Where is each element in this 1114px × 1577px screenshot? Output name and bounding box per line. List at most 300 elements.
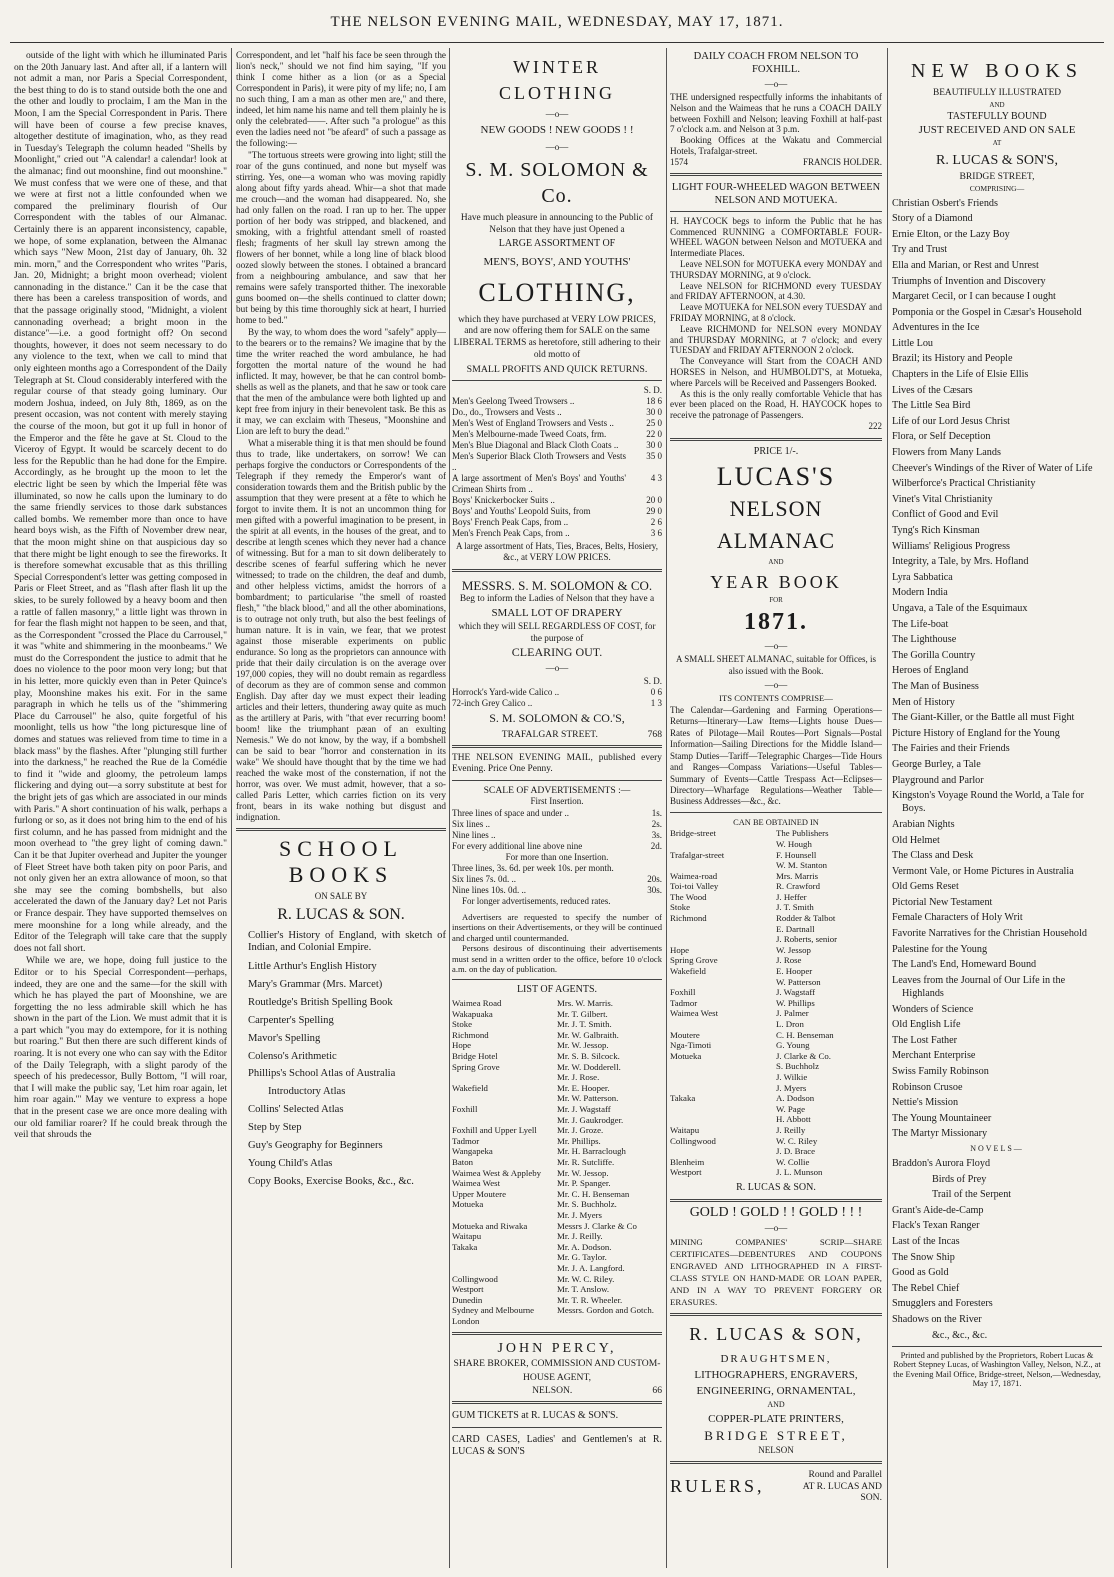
novel-title: Good as Gold (892, 1267, 949, 1279)
column-rule (887, 48, 888, 1568)
book-title: Robinson Crusoe (892, 1081, 963, 1093)
outlet-row (670, 839, 882, 850)
outlet-place: The Wood (670, 891, 707, 902)
outlet-row (670, 1040, 882, 1051)
novel-title: Birds of Prey (932, 1173, 987, 1185)
book-title: Merchant Enterprise (892, 1050, 976, 1062)
agent-name: Messrs. Gordon and Gotch. (557, 1305, 654, 1316)
timetable-entry: Leave NELSON for RICHMOND every TUESDAY and FRIDAY AFTERNOON, at 4.30. (670, 280, 882, 302)
outlet-place: Waimea-road (670, 870, 718, 881)
book-title: Wonders of Science (892, 1003, 974, 1015)
ad-text: BEAUTIFULLY ILLUSTRATED (932, 88, 1062, 98)
agent-name: Mr. J. Myers (557, 1209, 602, 1220)
book-title: Leaves from the Journal of Our Life in the Highlands (892, 974, 1066, 1000)
agent-row (452, 1040, 662, 1051)
agent-name: Mr. G. Taylor. (557, 1252, 607, 1263)
book-title: The Lighthouse (892, 634, 957, 646)
column-5-new-books (892, 50, 1102, 1570)
price-value: 29 0 (646, 505, 662, 516)
outlet-name: J. Wagstaff (776, 987, 816, 998)
divider (452, 380, 662, 381)
article-paragraph: outside of the light with which he illuminated Paris on the 20th January last. And after all, if a lantern will not admit a man, nor Paris a Special Correspondent, the best thing to do is to stand outside both the one and the other and loudly to proclaim, I am the Man in the Moon, I am the Special Correspondent in Paris. There will have been of course a few precise knaves, altogether destitute of imagination, who, as they read in Tuesday's Telegraph the column headed "Shells by Moonlight," cried out "A calendar! a calendar! look at the almanac; find out moonshine, find out moonshine." We must confess that we were one of these, and that we were at first not a little confounded when we compared the preliminary flourish of Our Correspondent with the tables of our Almanac. Certainly there is an apparent inconsistency, capable, we hope, of some explanation, between the Almanac which says "New Moon, 21st day of January, 0h. 32 min. morn," and the Correspondent who writes "Paris, Jan. 20, Midnight; a bright moon overhead; violent cannonading in the distance." Can it be the case that there has been a careless transposition of words, and that the passage originally stood, "Midnight, a violent cannonading overhead; a bright moon in the distance"—i.e. a good fortnight off? On second thoughts, however, it does not seem necessary to do any violence to the text, when we call to mind that only eighteen months ago a Correspondent of the Daily Telegraph at St. Cloud considerably interfered with the regular course of that steady going luminary. Our modern Joshua, indeed, on July 8th, 1869, as on the present occasion, was not content with merely staying the course of the moon, but got it up full in honor of the Emperor and the fête he gave at St. Cloud to the Viceroy of Egypt. It would be scarcely decent to do less for the Republic than he had done for the Empire. Accordingly, as he brought up the moon to let the electric light be seen by which the Imperial fête was illuminated, so now he calls upon the luminary to do the same friendly services to those dark substances called bombs. We remember more than once to have heard boys wish, as the Fifth of November drew near, that the moon might shine on that auspicious day so that there might be light enough to see the fireworks. It is therefore somewhat excusable that as this thrilling Special Correspondent's letter was getting composed in Paris or Fleet Street, and as "flash after flash lit up the skies, to be surely followed by a heavy boom and then a rattle of fallen masonry," a little light was thrown in for fear the flash might not happen to be seen, and that, as the Correspondent "crossed the Place du Carrousel," it was "white and shimmering in the moonbeams." We must do the Correspondent the justice to admit that he does no violence to the poor moon very long; but that in his letter, more quickly even than in Peter Quince's play, Moonshine makes his exit. For in the same paragraph in which he tells us of the "shimmering Place du Carrousel" he also, quite forgetful of his moonlight, tells us how "the long picturesque line of domes and statues was relieved from time to time in a black mass" by the flashes. After "plunging still further into the darkness," he reached the Rue de la Comédie to find it "wide and gloomy, the petroleum lamps flickering and dying out—a sorry substitute at best for the bright jets of gas which are associated in our minds with Paris." A short continuation of his walk, perhaps a furlong or so, as it does not bring him to the end of his first column, and he has passed from midnight and the moon overhead to "the grey light of coming dawn." Can it be that Jupiter overhead and Jupiter the younger of Fleet Street have both taken pity on poor Paris, and not only given her an extra allowance of moon, so that she may see the coming bombshells, but also accelerated the dawn of the January day? Let not Paris or France despair. They have supported themselves on mere moonshine for a long while already, and the Editor of the Telegraph will take care that the supply does not fall short. (14, 50, 227, 954)
ad-heading-large: CLOTHING, (478, 277, 636, 307)
price-row (452, 495, 662, 506)
divider (670, 812, 882, 813)
price-row (452, 440, 662, 451)
book-title: Old English Life (892, 1019, 961, 1031)
novel-title: Grant's Aide-de-Camp (892, 1204, 984, 1216)
outlet-row (670, 966, 882, 977)
rulers-details (780, 1469, 882, 1504)
outlet-row (670, 902, 882, 913)
outlet-name: Mrs. Marris (776, 870, 819, 881)
column-rule (231, 48, 232, 1568)
outlet-place (670, 1146, 776, 1157)
ad-seller: R. LUCAS & SON'S, (936, 152, 1058, 168)
almanac-price: PRICE 1/-. (753, 445, 799, 457)
price-row (452, 407, 662, 418)
book-title: Pictorial New Testament (892, 896, 993, 908)
agent-place: Bridge Hotel (452, 1051, 498, 1062)
divider (452, 1427, 662, 1428)
drapery-ad (452, 577, 662, 674)
book-title: Nettie's Mission (892, 1097, 959, 1109)
outlet-place: Richmond (670, 913, 707, 924)
book-title: The Life-boat (892, 618, 949, 630)
divider (236, 828, 446, 831)
outlet-name: J. Myers (776, 1082, 807, 1093)
ad-text: which they have purchased at VERY LOW PRICES, and are now offering them for SALE on the same LIBERAL TERMS as heretofore, still adhering to their old motto of (453, 314, 661, 360)
divider (452, 1401, 662, 1404)
book-title: The Giant-Killer, or the Battle all must Fight (892, 712, 1075, 724)
scale-row: Three lines, 3s. 6d. per week 10s. per month. (452, 863, 614, 874)
article-paragraph: "The tortuous streets were growing into light; still the roar of the guns continued, and none but myself was stirring. Yes, one—a woman who was moving rapidly along about fifty yards ahead. Whir—a shot that made me crouch—and the woman had disappeared. No, she had only fallen on the road. I ran up to her. The upper portion of her body was stripped, and blackened, and smoking, with a frightful attendant smell of roasted flesh; fragments of her skull lay strewn among the flowers of her bonnet, while a long line of black blood oozed slowly between the stones. I obtained a brancard from a neighbouring ambulance, and saw that her remains were safely transported thither. The inexorable guns boomed on—the shells continued to clatter down; but being by this time thoroughly sick at heart, I hurried home to bed." (236, 150, 446, 325)
agent-row (452, 1189, 662, 1200)
price-item: Boys' French Peak Caps, from .. (452, 516, 569, 527)
book-title: Men of History (892, 696, 955, 708)
agent-name: Mr. H. Barraclough (557, 1146, 626, 1157)
book-title: Wilberforce's Practical Christianity (892, 478, 1036, 490)
article-paragraph: What a miserable thing it is that men should be found thus to trade, like undertakers, on sorrow! We can perhaps forgive the conductors or Correspondents of the Telegraph if they remedy the Emperor's want of consideration towards them and the British public by the assumption that they were present at a fête to which he forgot to invite them. It is not an uncommon thing for men gifted with a powerful imagination to be present, in the spirit at all events, in the houses of the great, and to describe at length scenes which they never had a chance of witnessing. But for a man to sit down deliberately to describe scenes of fearful suffering which he never witnessed; to trade on the children, the deaf and dumb, and other helpless victims, amidst the horrors of a bombardment; to particularise "the smell of roasted flesh," "the black blood," and all the other abominations, is to outrage not only truth, but also the best feelings of human nature. It is in vain, we fear, that we protest against those miserable experiments on public endurance. So long as the proprietors can announce with pride that their daily circulation is on the average over 197,000 copies, they will no doubt remain as regardless of decorum as they are of common sense and common English. Day after day we must expect their leading articles and their letters, thundering away quite as much as the artillery at Paris, with "that ever recurring boom! boom! like the triumphant pæan of an exulting Nemesis." We do not know, by the way, if a bombshell can be said to bear "horror and consternation in its wake" We should have thought that by the time we had reached the wake most of the consternation, if not the horror, was over. We must admit, however, that a so-called Paris Letter, which carries fiction on its very front, bears in its wake nothing but disgust and indignation. (236, 438, 446, 822)
book-title: Margaret Cecil, or I can because I ought (892, 291, 1056, 303)
book-title: Vermont Vale, or Home Pictures in Australia (892, 865, 1074, 877)
obtained-title: CAN BE OBTAINED IN (733, 817, 819, 827)
outlet-place: Waimea West (670, 1008, 719, 1019)
price-row (452, 429, 662, 440)
scale-row: Nine lines 10s. 0d. .. 30s. (452, 885, 662, 896)
agent-name: Mr. P. Spanger. (557, 1178, 611, 1189)
book-title: Chapters in the Life of Elsie Ellis (892, 369, 1029, 381)
outlet-row (670, 1008, 882, 1019)
agent-place (452, 1093, 557, 1104)
price-row (452, 517, 662, 528)
scale-subtitle: For more than one Insertion. (505, 851, 609, 862)
ad-street: NELSON. 66 (532, 1384, 662, 1396)
outlet-place (670, 1072, 776, 1083)
ad-firm: MESSRS. S. M. SOLOMON & CO. (461, 577, 653, 593)
list-item: Introductory Atlas (268, 1086, 346, 1098)
outlet-place: Hope (670, 944, 690, 955)
book-title: The Man of Business (892, 680, 979, 692)
book-title: Palestine for the Young (892, 943, 988, 955)
outlet-place: Wakefield (670, 966, 706, 977)
agent-name: Mr. W. Dodderell. (557, 1061, 621, 1072)
book-title: The Class and Desk (892, 850, 974, 862)
article-paragraph: Correspondent, and let "half his face be seen through the lion's neck," should we not find him saying, "If you think I come hither as a lion (or as a Special Correspondent in Paris), it were pity of my life; no, I am no such thing, I am a man as other men are," and there, indeed, let him name his name and tell them plainly he is only the celebrated——. After such "a prologue" as this even the ladies need not "be afeard" of such a passage as the following:— (236, 50, 446, 148)
agent-place: Upper Moutere (452, 1188, 506, 1199)
agent-place: Hope (452, 1040, 472, 1051)
outlet-name: W. Jessop (776, 944, 811, 955)
outlet-row (670, 934, 882, 945)
book-title: Lyra Sabbatica (892, 571, 953, 583)
ad-heading: BRIDGE STREET, (704, 1427, 848, 1443)
list-item: Little Arthur's English History (248, 961, 377, 972)
book-title: Old Gems Reset (892, 881, 959, 893)
book-title: The Young Mountaineer (892, 1112, 992, 1124)
agent-place: Wakefield (452, 1082, 488, 1093)
timetable-entry: Leave MOTUEKA for NELSON every TUESDAY and FRIDAY MORNING, at 8 o'clock. (670, 302, 882, 323)
book-title: Life of our Lord Jesus Christ (892, 415, 1010, 427)
outlet-row (670, 987, 882, 998)
agent-place: Waimea West & Appleby (452, 1167, 542, 1178)
price-value: 3 6 (650, 527, 662, 538)
article-paragraph: By the way, to whom does the word "safely" apply—to the bearers or to the remains? We imagine that by the time the writer reached the word ambulance, he had forgotten the mortal nature of the wound he had inflicted. It may, however, be that he can control bomb-shells as well as the planets, and that he saw or took care that the men of the ambulance were both lighted up and kept free from injury in their benevolent task. Be this as it may, we can exclaim with Theseus, "Moonshine and Lion are left to bury the dead." (236, 327, 446, 436)
outlet-name: L. Dron (776, 1019, 804, 1030)
scale-row: Three lines of space and under .. 1s. (452, 807, 662, 818)
agent-row (452, 1252, 662, 1263)
price-value: 22 0 (646, 428, 662, 439)
price-item: Men's Geelong Tweed Trowsers .. (452, 395, 575, 406)
column-1-article (14, 50, 227, 1570)
book-title: Favorite Narratives for the Christian Household (892, 928, 1087, 940)
agent-place: Waimea Road (452, 998, 502, 1009)
outlet-place (670, 1019, 776, 1030)
ad-text: A large assortment of Hats, Ties, Braces, Belts, Hosiery, &c., at VERY LOW PRICES. (456, 540, 658, 563)
ad-text: THE undersigned respectfully informs the inhabitants of Nelson and the Waimeas that he runs a COACH DAILY between Foxhill and Nelson; leaving Foxhill at half-past 7 o'clock a.m. and Nelson at 3 p.m. (670, 92, 882, 135)
divider (670, 211, 882, 212)
novels-heading: NOVELS— (970, 1143, 1024, 1153)
list-item: Phillips's School Atlas of Australia (248, 1068, 396, 1080)
agent-place: Motueka and Riwaka (452, 1220, 528, 1231)
mail-notice: THE NELSON EVENING MAIL, published every Evening. Price One Penny. (452, 752, 662, 775)
outlet-row (670, 1157, 882, 1168)
ornament: —o— (545, 142, 569, 152)
ad-comprising: COMPRISING— (969, 183, 1025, 193)
agent-place: Wangapeka (452, 1146, 493, 1157)
agent-row (452, 1083, 662, 1094)
price-row (452, 506, 662, 517)
ad-firm: S. M. SOLOMON & Co. (465, 159, 649, 207)
outlet-row (670, 1114, 882, 1125)
agent-place: Waimea West (452, 1178, 501, 1189)
agent-name: Mr. W. C. Riley. (557, 1273, 615, 1284)
agent-place: Takaka (452, 1241, 478, 1252)
list-item: Colenso's Arithmetic (248, 1050, 337, 1062)
agent-name: Mr. J. Reilly. (557, 1231, 603, 1242)
agent-row (452, 1146, 662, 1157)
outlet-place: Blenheim (670, 1156, 705, 1167)
price-value: 25 0 (646, 417, 662, 428)
agent-place: Foxhill (452, 1104, 478, 1115)
ad-title: NEW BOOKS (911, 60, 1083, 82)
agent-place: Stoke (452, 1019, 473, 1030)
list-item: Young Child's Atlas (248, 1157, 333, 1169)
agent-place: Spring Grove (452, 1061, 500, 1072)
divider (670, 1199, 882, 1202)
masthead-rule (10, 42, 1104, 43)
outlet-place: Moutere (670, 1029, 700, 1040)
ad-text: AT (992, 139, 1002, 148)
agent-row (452, 1178, 662, 1189)
outlet-place: Motueka (670, 1050, 702, 1061)
agent-place: Foxhill and Upper Lyell (452, 1125, 537, 1136)
book-title: Conflict of Good and Evil (892, 509, 999, 521)
list-item: Copy Books, Exercise Books, &c., &c. (248, 1175, 414, 1187)
ad-sign: 1574 FRANCIS HOLDER. (670, 156, 882, 167)
book-title: The Little Sea Bird (892, 400, 971, 412)
price-row (452, 418, 662, 429)
ad-title: WINTER CLOTHING (499, 57, 615, 103)
outlet-name: W. Phillips (776, 997, 815, 1008)
column-3-ads (452, 50, 662, 1570)
agent-name: Mr. W. Jessop. (557, 1040, 609, 1051)
outlet-row (670, 1146, 882, 1157)
novel-title: The Rebel Chief (892, 1282, 960, 1294)
agent-row (452, 1168, 662, 1179)
agent-name (557, 1316, 662, 1327)
outlet-row (670, 955, 882, 966)
agent-place (452, 1115, 557, 1126)
price-head: S. D. (643, 675, 662, 686)
divider (452, 979, 662, 980)
divider (452, 569, 662, 572)
agent-name: Mr. J. T. Smith. (557, 1019, 612, 1030)
outlet-place: Bridge-street (670, 828, 716, 839)
price-value: 18 6 (646, 395, 662, 406)
price-row (452, 451, 662, 473)
agent-row (452, 1242, 662, 1253)
price-item: Men's Melbourne-made Tweed Coats, frm. (452, 428, 607, 439)
agent-name: Mr. W. Patterson. (557, 1093, 619, 1104)
book-title: The Gorilla Country (892, 649, 976, 661)
outlet-row (670, 998, 882, 1009)
ad-text: AND (989, 100, 1005, 109)
outlets-list (670, 828, 882, 1178)
price-item: Boys' and Youths' Leopold Suits, from (452, 505, 591, 516)
outlet-row (670, 860, 882, 871)
book-title: Try and Trust (892, 244, 948, 256)
outlet-place (670, 860, 776, 871)
outlet-place: Stoke (670, 902, 691, 913)
agent-place: Westport (452, 1284, 484, 1295)
outlet-row (670, 1019, 882, 1030)
price-value: 30 0 (646, 439, 662, 450)
agent-row (452, 1295, 662, 1306)
list-item: Collins' Selected Atlas (248, 1104, 344, 1116)
book-title: Arabian Nights (892, 818, 955, 830)
ornament: —o— (545, 662, 569, 673)
book-title: The Martyr Missionary (892, 1128, 988, 1140)
timetable (670, 259, 882, 356)
ad-seller: R. LUCAS & SON. (277, 906, 405, 923)
agent-place (452, 1072, 557, 1083)
outlet-place: Toi-toi Valley (670, 881, 719, 892)
divider (670, 1313, 882, 1316)
outlet-name: G. Young (776, 1040, 810, 1051)
ornament: —o— (764, 680, 788, 691)
price-value: 35 0 (646, 450, 662, 461)
new-books-list (892, 197, 1102, 1141)
outlet-place: Tadmor (670, 997, 698, 1008)
rulers-text: Round and Parallel (808, 1469, 882, 1481)
outlet-place (670, 977, 776, 988)
agent-row (452, 1019, 662, 1030)
contents-text: The Calendar—Gardening and Farming Operations—Returns—Itinerary—Law Items—Lights house Dues—Rates of Pilotage—Mail Routes—Port Signals—Postal Information—Sailing Directions for the Middle Island—Stamp Duties—Tariff—Telegraphic Charges—Tide Hours and Ranges—Compass Variations—Useful Tables—Summary of Events—Cattle Trespass Act—Eclipses—Directory—Wharfage Regulations—Weather Table—Business Addresses—&c., &c. (670, 705, 882, 807)
agent-place: Richmond (452, 1029, 489, 1040)
agent-name: Mr. C. H. Benseman (557, 1188, 630, 1199)
outlet-row (670, 977, 882, 988)
outlet-name: R. Crawford (776, 881, 820, 892)
agents-title: LIST OF AGENTS. (516, 983, 598, 995)
outlet-place: Nga-Timoti (670, 1040, 712, 1051)
agent-name: Mr. T. Anslow. (557, 1284, 610, 1295)
outlet-name: J. T. Smith (776, 902, 814, 913)
ad-firm: S. M. SOLOMON & CO.'S, (489, 710, 625, 725)
agent-place: Dunedin (452, 1294, 483, 1305)
timetable-entry: Leave RICHMOND for NELSON every MONDAY and THURSDAY MORNING, at 7 o'clock; and every TUESDAY and FRIDAY AFTERNOON 2 o'clock. (670, 323, 882, 356)
column-rule (666, 48, 667, 1568)
outlet-row (670, 1167, 882, 1178)
agent-place: Baton (452, 1157, 474, 1167)
book-title: Ungava, a Tale of the Esquimaux (892, 602, 1028, 614)
book-title: Christian Osbert's Friends (892, 197, 998, 209)
ad-text: SMALL PROFITS AND QUICK RETURNS. (466, 364, 648, 376)
outlet-name: H. Abbott (776, 1114, 811, 1125)
outlet-row (670, 871, 882, 882)
ad-number: 222 (868, 420, 882, 431)
ad-heading: AND (767, 1400, 785, 1410)
outlet-place: Spring Grove (670, 955, 718, 966)
book-title: Cheever's Windings of the River of Water of Life (892, 462, 1093, 474)
outlet-name: C. H. Benseman (776, 1029, 834, 1040)
agent-row (452, 998, 662, 1009)
outlet-place: Westport (670, 1167, 702, 1178)
ad-title: DAILY COACH FROM NELSON TO FOXHILL. (693, 51, 859, 75)
outlet-place (670, 1061, 776, 1072)
book-title: Vinet's Vital Christianity (892, 493, 993, 505)
agent-place (452, 1210, 557, 1221)
ad-text: JUST RECEIVED AND ON SALE (918, 123, 1076, 136)
book-title: Tyng's Rich Kinsman (892, 525, 980, 537)
agent-row (452, 1125, 662, 1136)
outlet-row (670, 1072, 882, 1083)
agent-place: Wakapuaka (452, 1008, 493, 1019)
divider (452, 745, 662, 748)
outlet-place: Trafalgar-street (670, 849, 725, 860)
list-item: Mary's Grammar (Mrs. Marcet) (248, 978, 383, 990)
ad-heading: DRAUGHTSMEN, (720, 1353, 832, 1366)
outlet-row (670, 1083, 882, 1094)
ornament: —o— (545, 109, 569, 119)
agent-row (452, 1030, 662, 1041)
book-title: Female Characters of Holy Writ (892, 912, 1023, 924)
outlet-row (670, 1093, 882, 1104)
almanac-for: FOR (769, 595, 783, 604)
agent-row (452, 1221, 662, 1232)
price-item: Men's West of England Trowsers and Vests .. (452, 417, 614, 428)
adv-note: Advertisers are requested to specify the number of insertions on their Advertisements, or they will be continued and charged until countermanded. (452, 912, 662, 943)
agent-place: Waitapu (452, 1231, 482, 1242)
outlet-name: W. Patterson (776, 976, 821, 987)
outlet-name: A. Dodson (776, 1093, 815, 1104)
scale-row: Nine lines .. 3s. (452, 829, 662, 840)
price-head: S. D. (643, 384, 662, 395)
outlet-place (670, 1114, 776, 1125)
rulers-ad (670, 1469, 882, 1504)
outlet-name: J. D. Brace (776, 1146, 816, 1157)
gold-heading: GOLD ! GOLD ! ! GOLD ! ! ! (689, 1204, 863, 1220)
scale-note: For longer advertisements, reduced rates. (462, 896, 611, 907)
outlet-name: J. Roberts, senior (776, 934, 838, 945)
price-item: A large assortment of Men's Boys' and Youths' Crimean Shirts from .. (452, 472, 626, 494)
list-item: Routledge's British Spelling Book (248, 996, 393, 1008)
agent-row (452, 1305, 662, 1316)
list-item: Carpenter's Spelling (248, 1014, 334, 1026)
agent-name: Messrs J. Clarke & Co (557, 1220, 637, 1231)
agent-place: Motueka (452, 1199, 484, 1210)
outlet-name: S. Buchholz (776, 1061, 820, 1072)
ad-firm: R. LUCAS & SON, (689, 1324, 863, 1345)
outlet-name: W. Page (776, 1103, 805, 1114)
price-row (452, 473, 662, 495)
outlet-place (670, 934, 776, 945)
divider (452, 780, 662, 781)
agent-name: Mr. W. Galbraith. (557, 1029, 619, 1040)
ornament: —o— (764, 1223, 788, 1234)
ad-text: TASTEFULLY BOUND (947, 111, 1047, 123)
ornament: —o— (764, 641, 788, 652)
agent-row (452, 1072, 662, 1083)
outlet-place: Collingwood (670, 1135, 716, 1146)
outlet-row (670, 881, 882, 892)
book-title: George Burley, a Tale (892, 758, 981, 770)
outlet-name: F. Hounsell (776, 849, 817, 860)
agent-place: Tadmor (452, 1135, 480, 1146)
divider (452, 1332, 662, 1335)
book-title: Old Helmet (892, 834, 940, 846)
winter-clothing-ad (452, 54, 662, 376)
agent-name: Mr. S. B. Silcock. (557, 1051, 620, 1062)
gum-tickets-ad: GUM TICKETS at R. LUCAS & SON'S. (452, 1409, 619, 1421)
rulers-at: AT R. LUCAS AND SON. (802, 1480, 882, 1504)
outlet-name: W. Hough (776, 838, 812, 849)
almanac-ad (670, 446, 882, 706)
book-title: Ernie Elton, or the Lazy Boy (892, 228, 1010, 240)
ad-text: Booking Offices at the Wakatu and Commercial Hotels, Trafalgar-street. (670, 135, 882, 156)
list-item: Mavor's Spelling (248, 1032, 321, 1044)
agent-place (452, 1252, 557, 1263)
agent-name: Mr. Phillips. (557, 1135, 601, 1146)
ad-text: The Conveyance will Start from the COACH AND HORSES in Nelson, and HUMBOLDT'S, at Motueka, where Parcels will be Received and Passengers Booked. (670, 356, 882, 388)
list-item: Collier's History of England, with sketch of Indian, and Colonial Empire. (248, 930, 446, 953)
agent-row (452, 1136, 662, 1147)
agent-row (452, 1284, 662, 1295)
agent-place: London (452, 1315, 480, 1326)
scale-row: Six lines 7s. 0d. .. 20s. (452, 874, 662, 885)
agent-row (452, 1157, 662, 1168)
outlet-name: J. Wilkie (776, 1071, 808, 1082)
outlet-row (670, 1030, 882, 1041)
